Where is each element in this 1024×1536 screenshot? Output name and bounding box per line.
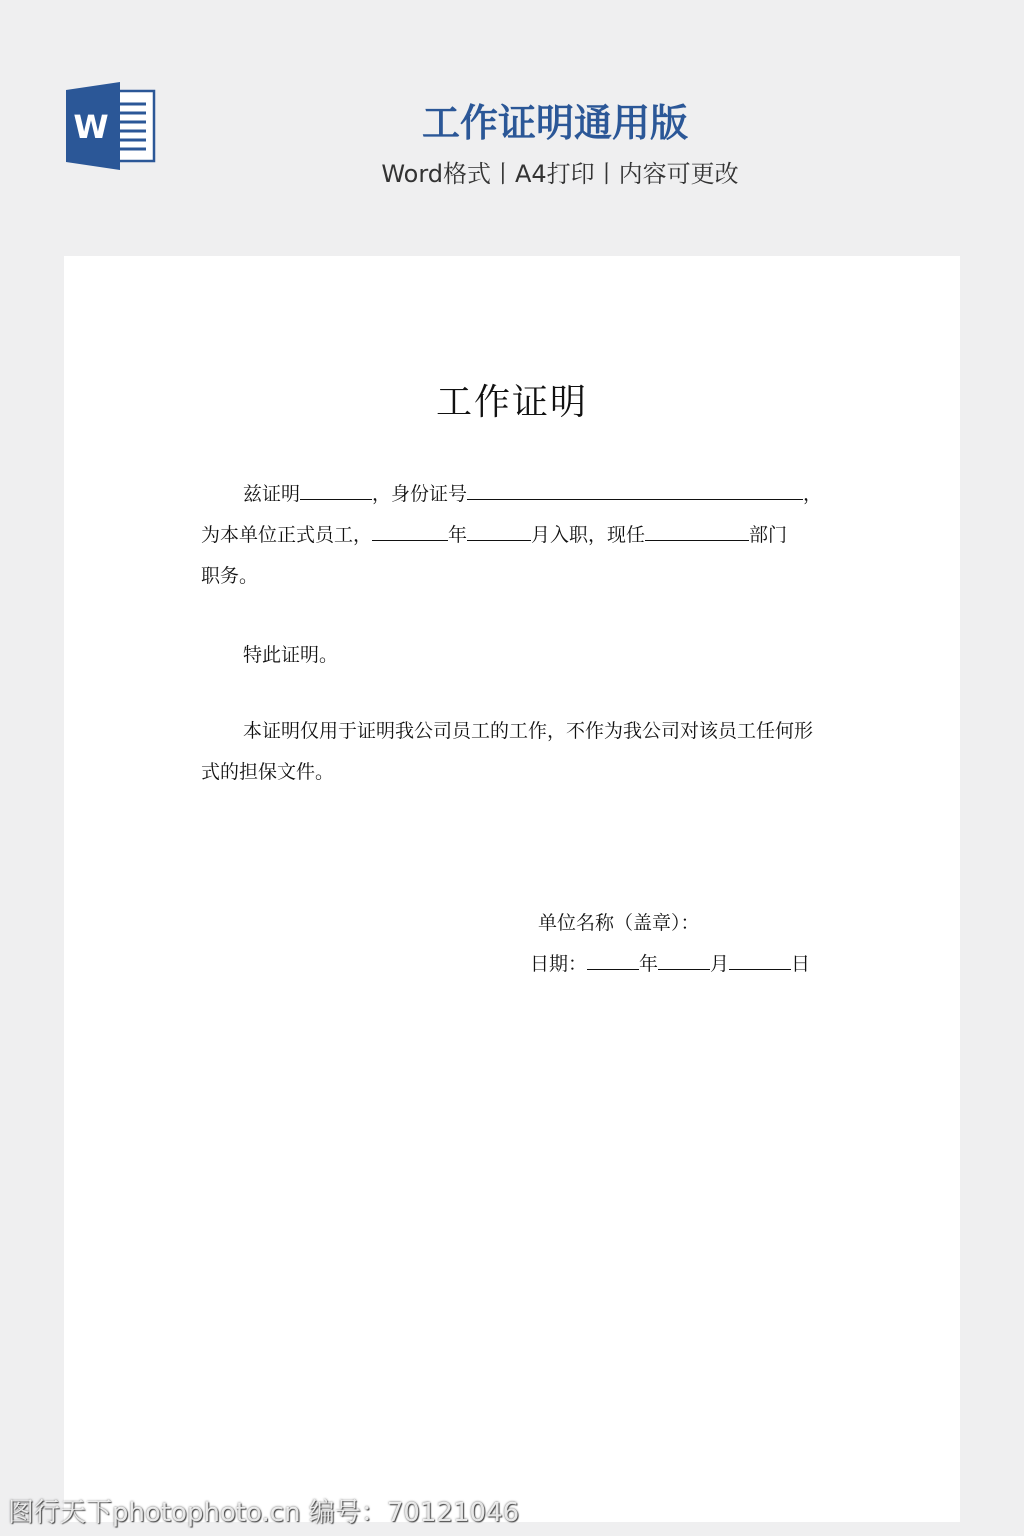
paragraph-hereby: 特此证明。	[243, 644, 339, 666]
paragraph-employment	[201, 474, 825, 515]
year-blank[interactable]	[372, 518, 448, 541]
watermark: 图行天下photophoto.cn 编号：70121046	[8, 1498, 520, 1528]
date-label: 日期：	[530, 953, 588, 975]
company-seal-label: 单位名称（盖章）：	[538, 912, 700, 934]
name-blank[interactable]	[300, 477, 372, 500]
date-year: 年	[639, 953, 659, 975]
month-blank[interactable]	[467, 518, 531, 541]
paragraph-employment-line3	[201, 556, 825, 597]
text-employee: 为本单位正式员工，	[201, 524, 373, 546]
page-subtitle: Word格式丨A4打印丨内容可更改	[381, 160, 739, 188]
word-icon	[64, 82, 156, 170]
date-month-blank[interactable]	[658, 947, 710, 970]
text-certify: 兹证明	[243, 483, 301, 505]
svg-text:W: W	[73, 108, 109, 146]
id-number-blank[interactable]	[467, 477, 803, 500]
text-department: 部门	[749, 524, 788, 546]
date-day: 日	[791, 953, 811, 975]
date-month: 月	[710, 953, 730, 975]
text-position: 职务。	[201, 565, 259, 587]
text-year: 年	[448, 524, 468, 546]
document-paper	[64, 256, 960, 1522]
text-id-number: ，身份证号	[372, 483, 468, 505]
document-title: 工作证明	[435, 382, 588, 423]
page-title: 工作证明通用版	[421, 101, 688, 145]
text-joined: 月入职，现任	[531, 524, 646, 546]
text-comma: ，	[803, 483, 823, 505]
paragraph-employment-line2	[201, 515, 825, 556]
date-year-blank[interactable]	[587, 947, 639, 970]
department-blank[interactable]	[645, 518, 749, 541]
date-line	[530, 944, 810, 985]
paragraph-disclaimer: 本证明仅用于证明我公司员工的工作，不作为我公司对该员工任何形式的担保文件。	[201, 720, 814, 783]
date-day-blank[interactable]	[729, 947, 791, 970]
